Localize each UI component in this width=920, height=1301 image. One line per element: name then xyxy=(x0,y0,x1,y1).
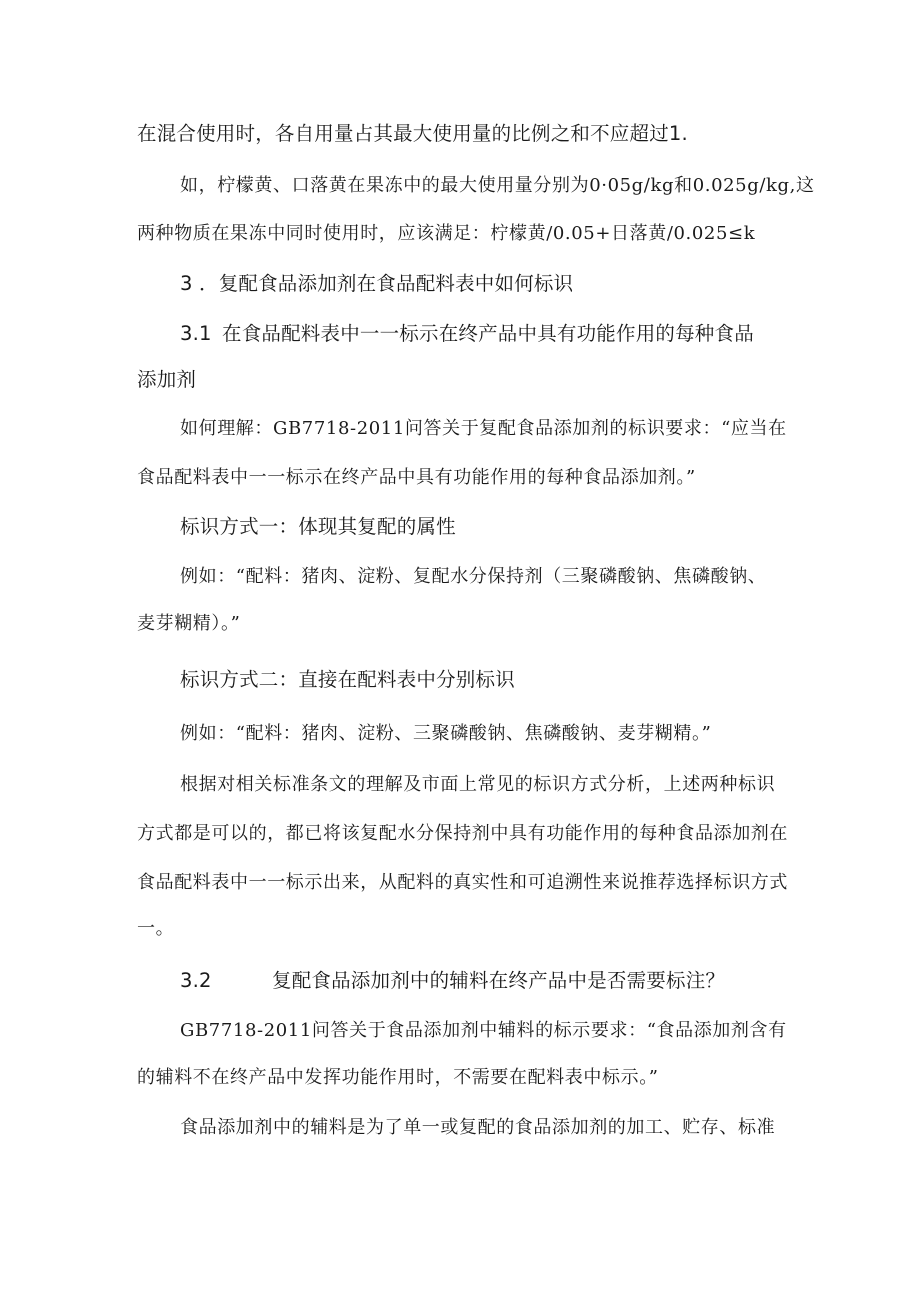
section-number: 3.2 xyxy=(180,969,212,992)
paragraph-line: 根据对相关标准条文的理解及市面上常见的标识方式分析，上述两种标识 xyxy=(180,774,776,795)
paragraph-line: 两种物质在果冻中同时使用时，应该满足：柠檬黄/0.05+日落黄/0.025≤k xyxy=(137,223,756,244)
paragraph-line: 食品配料表中一一标示在终产品中具有功能作用的每种食品添加剂。” xyxy=(137,467,696,488)
method-heading: 标识方式二：直接在配料表中分别标识 xyxy=(180,668,515,691)
paragraph-line: 的辅料不在终产品中发挥功能作用时，不需要在配料表中标示。” xyxy=(137,1067,659,1088)
paragraph-line: 食品配料表中一一标示出来，从配料的真实性和可追溯性来说推荐选择标识方式 xyxy=(137,872,788,893)
subsection-heading xyxy=(180,965,725,993)
subsection-title: 复配食品添加剂中的辅料在终产品中是否需要标注？ xyxy=(272,969,726,992)
paragraph-line: 例如：“配料：猪肉、淀粉、三聚磷酸钠、焦磷酸钠、麦芽糊精。” xyxy=(180,723,712,744)
paragraph-line: 一。 xyxy=(137,918,175,939)
paragraph-line: 食品添加剂中的辅料是为了单一或复配的食品添加剂的加工、贮存、标准 xyxy=(180,1117,776,1138)
method-heading: 标识方式一：体现其复配的属性 xyxy=(180,515,456,538)
subsection-heading xyxy=(180,318,754,346)
section-number: 3.1 xyxy=(180,322,212,345)
paragraph-line: 在混合使用时，各自用量占其最大使用量的比例之和不应超过1. xyxy=(137,122,688,145)
paragraph-line: 如，柠檬黄、口落黄在果冻中的最大使用量分别为0·05g∕kg和0.025g∕kg,这 xyxy=(180,175,815,196)
paragraph-line: GB7718-2011问答关于食品添加剂中辅料的标示要求：“食品添加剂含有 xyxy=(180,1020,787,1041)
section-heading: 3 ．复配食品添加剂在食品配料表中如何标识 xyxy=(180,272,574,295)
subsection-title: 在食品配料表中一一标示在终产品中具有功能作用的每种食品 xyxy=(222,322,754,345)
paragraph-line: 麦芽糊精）。” xyxy=(137,613,241,634)
paragraph-line: 如何理解：GB7718-2011问答关于复配食品添加剂的标识要求：“应当在 xyxy=(180,418,787,439)
subsection-heading-continued: 添加剂 xyxy=(137,368,197,391)
paragraph-line: 方式都是可以的，都已将该复配水分保持剂中具有功能作用的每种食品添加剂在 xyxy=(137,823,788,844)
paragraph-line: 例如：“配料：猪肉、淀粉、复配水分保持剂（三聚磷酸钠、焦磷酸钠、 xyxy=(180,566,767,587)
